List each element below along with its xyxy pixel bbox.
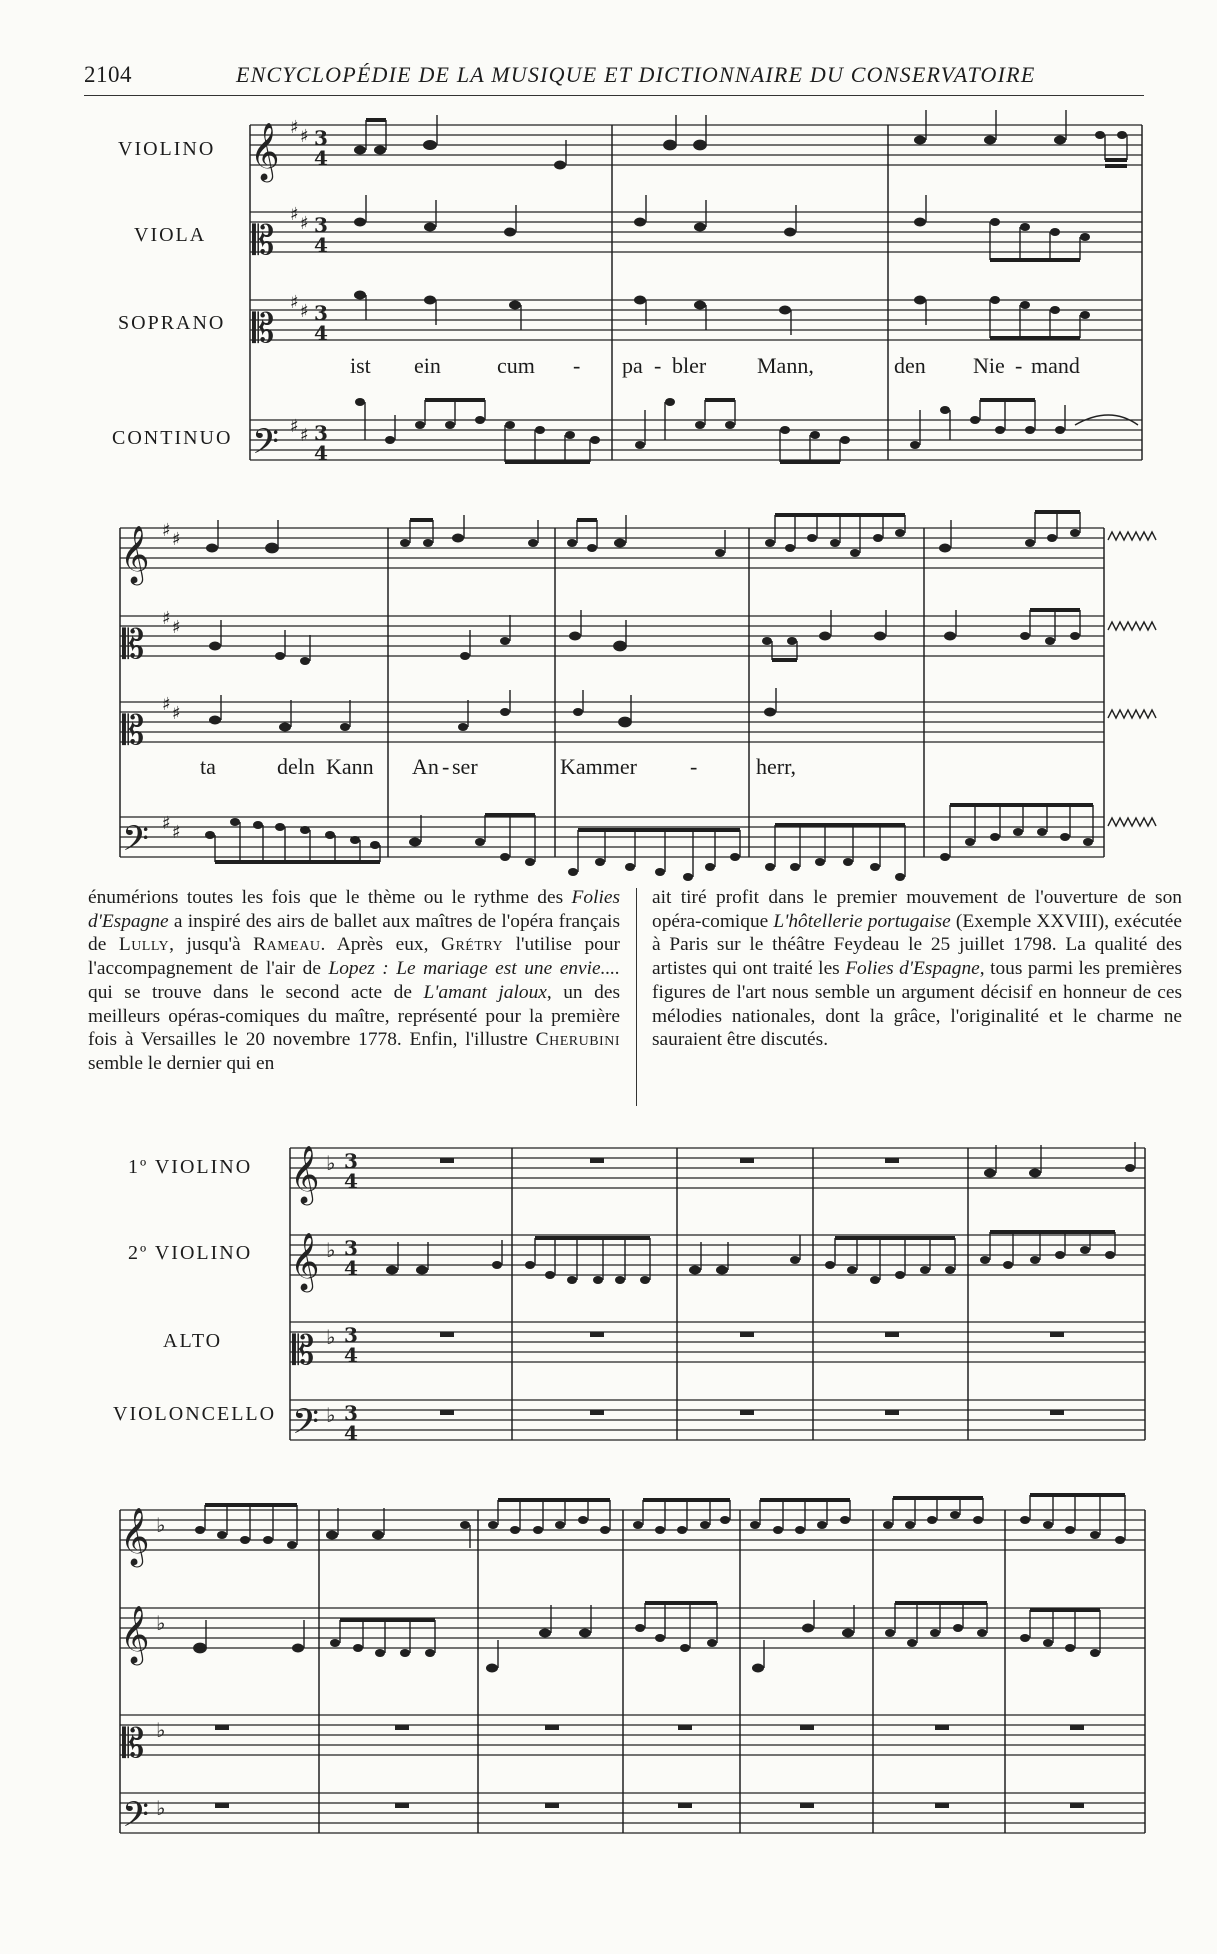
lyric-hyphen: -	[442, 754, 450, 779]
svg-text:♯: ♯	[290, 416, 299, 437]
svg-text:4: 4	[314, 233, 328, 257]
treble-clef-icon: 𝄞	[120, 1507, 150, 1565]
svg-text:3: 3	[314, 126, 328, 150]
svg-text:♯: ♯	[162, 813, 171, 834]
svg-text:♯: ♯	[300, 213, 309, 234]
alto-clef-icon: 𝄡	[122, 708, 145, 754]
lyric-ta: ta	[200, 754, 216, 779]
violin1-line	[195, 1495, 1125, 1549]
lyric-kann: Kann	[326, 754, 374, 779]
text-column-1: énumérions toutes les fois que le thème ou le rythme des Folies d'Espagne a inspiré des airs de ballet aux maîtres de l'opéra français de Lully, jusqu'à Rameau. Après eux, Grétry l'utilise pour l'accompagnement de l'air de Lopez : Le mariage est une envie.... qui se trouve dans le second acte de L'amant jaloux, un des meilleurs opéras-comiques du maître, représenté pour la première fois à Versailles le 20 novembre 1778. Enfin, l'illustre Cherubini semble le dernier qui en	[88, 887, 620, 1074]
lyric-hyphen: -	[654, 353, 662, 378]
bass-clef-icon: 𝄢	[292, 1401, 320, 1450]
svg-text:♭: ♭	[326, 1238, 336, 1262]
svg-text:♯: ♯	[172, 529, 181, 550]
label-soprano: SOPRANO	[118, 312, 226, 334]
alto-clef-icon: 𝄡	[252, 306, 275, 352]
svg-text:♭: ♭	[326, 1325, 336, 1349]
svg-text:4: 4	[314, 321, 328, 345]
alto-clef-icon: 𝄡	[122, 1721, 145, 1767]
svg-text:♭: ♭	[156, 1611, 166, 1635]
svg-text:♯: ♯	[162, 520, 171, 541]
svg-text:♭: ♭	[156, 1513, 166, 1537]
running-title: ENCYCLOPÉDIE DE LA MUSIQUE ET DICTIONNAIRE DU CONSERVATOIRE	[236, 62, 1036, 87]
lyric-hyphen: -	[1015, 353, 1023, 378]
lyric-mann: Mann,	[757, 353, 814, 378]
svg-text:♯: ♯	[172, 822, 181, 843]
svg-text:4: 4	[314, 146, 328, 170]
lyric-nie: Nie	[973, 353, 1005, 378]
svg-text:♭: ♭	[326, 1403, 336, 1427]
lyric-den: den	[894, 353, 926, 378]
svg-text:3: 3	[344, 1401, 358, 1425]
svg-text:♯: ♯	[290, 117, 299, 138]
bass-clef-icon: 𝄢	[122, 818, 150, 867]
lyric-cum: cum	[497, 353, 535, 378]
treble-clef-icon: 𝄞	[290, 1145, 320, 1203]
svg-text:3: 3	[344, 1236, 358, 1260]
treble-clef-icon: 𝄞	[250, 122, 280, 180]
svg-text:♯: ♯	[172, 703, 181, 724]
svg-text:4: 4	[344, 1169, 358, 1193]
lyric-hyphen: -	[573, 353, 581, 378]
svg-text:4: 4	[344, 1343, 358, 1367]
svg-text:♭: ♭	[156, 1718, 166, 1742]
lyric-ein: ein	[414, 353, 441, 378]
svg-text:♯: ♯	[172, 617, 181, 638]
text-column-2: ait tiré profit dans le premier mouvement de l'ouverture de son opéra-comique L'hôtellerie portugaise (Exemple XXVIII), exécutée à Paris sur le théâtre Feydeau le 25 juillet 1798. La qualité des artistes qui ont traité les Folies d'Espagne, tous parmi les premières figures de l'art nous semble un argument décisif en honneur de ces mélodies nationales, dont la grâce, l'originalité et le charme ne sauraient être discutés.	[652, 887, 1183, 1051]
treble-clef-icon: 𝄞	[120, 525, 150, 583]
bass-clef-icon: 𝄢	[252, 421, 280, 470]
lyric-hyphen: -	[690, 754, 698, 779]
svg-text:♯: ♯	[162, 694, 171, 715]
svg-text:♯: ♯	[300, 126, 309, 147]
svg-text:4: 4	[344, 1256, 358, 1280]
lyric-deln: deln	[277, 754, 315, 779]
svg-text:♭: ♭	[156, 1796, 166, 1820]
violin2-line	[194, 1600, 1100, 1673]
alto-clef-icon: 𝄡	[252, 218, 275, 264]
lyric-ist: ist	[350, 353, 371, 378]
label-violoncello: VIOLONCELLO	[113, 1403, 277, 1425]
svg-text:3: 3	[314, 421, 328, 445]
lyric-kammer: Kammer	[560, 754, 637, 779]
lyric-bler: bler	[672, 353, 707, 378]
svg-text:♯: ♯	[300, 301, 309, 322]
lyric-herr: herr,	[756, 754, 797, 779]
alto-clef-icon: 𝄡	[122, 622, 145, 668]
svg-text:4: 4	[344, 1421, 358, 1445]
treble-clef-icon: 𝄞	[290, 1232, 320, 1290]
label-first-violin: 1º VIOLINO	[128, 1156, 253, 1178]
label-continuo: CONTINUO	[112, 427, 233, 449]
alto-clef-icon: 𝄡	[292, 1328, 315, 1374]
treble-clef-icon: 𝄞	[120, 1605, 150, 1663]
page-number: 2104	[84, 62, 132, 87]
svg-text:♯: ♯	[300, 425, 309, 446]
svg-text:3: 3	[314, 301, 328, 325]
label-second-violin: 2º VIOLINO	[128, 1242, 253, 1264]
lyric-mand: mand	[1031, 353, 1080, 378]
svg-text:4: 4	[314, 441, 328, 465]
svg-text:3: 3	[344, 1149, 358, 1173]
svg-text:♯: ♯	[162, 608, 171, 629]
lyric-an: An	[412, 754, 439, 779]
svg-text:3: 3	[344, 1323, 358, 1347]
svg-text:♭: ♭	[326, 1151, 336, 1175]
bass-clef-icon: 𝄢	[122, 1794, 150, 1843]
label-violino: VIOLINO	[118, 138, 216, 160]
label-alto: ALTO	[163, 1330, 223, 1352]
lyric-pa: pa	[622, 353, 643, 378]
svg-text:♯: ♯	[290, 292, 299, 313]
svg-text:♯: ♯	[290, 204, 299, 225]
label-viola: VIOLA	[134, 224, 207, 246]
svg-text:3: 3	[314, 213, 328, 237]
lyric-ser: ser	[452, 754, 478, 779]
